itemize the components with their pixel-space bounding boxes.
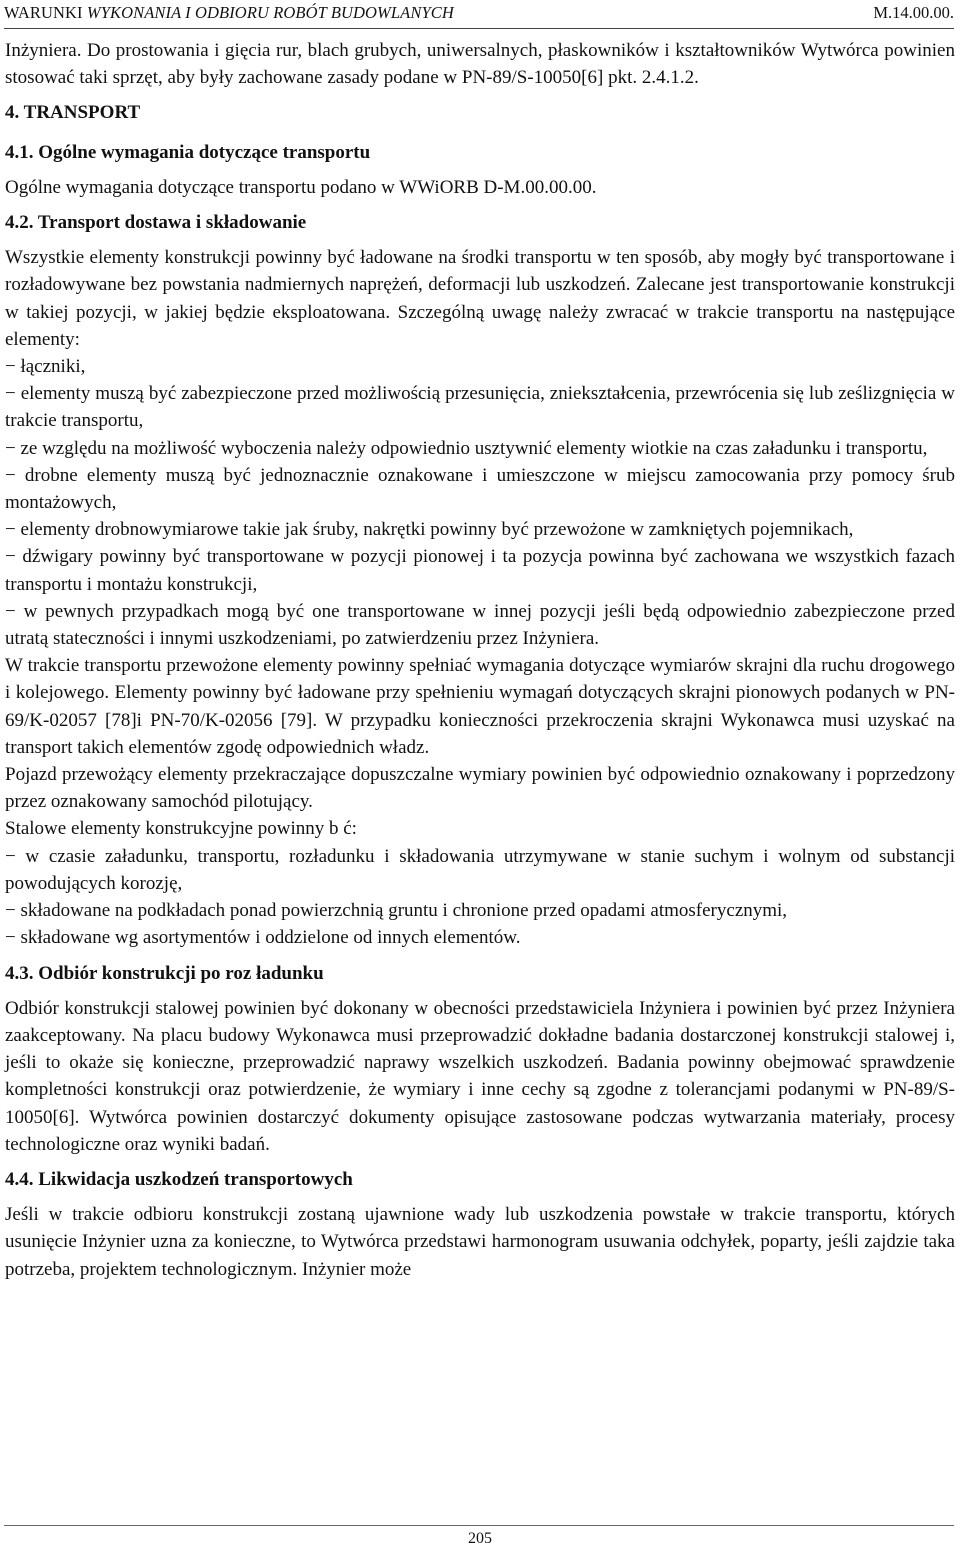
header-title xyxy=(4,0,454,26)
paragraph-4-2: Wszystkie elementy konstrukcji powinny być ładowane na środki transportu w ten sposób, aby mogły być transportowane i rozładowywane bez powstania nadmiernych naprężeń, deformacji lub uszkodzeń. Zalecane jest transportowanie konstrukcji w takiej pozycji, w jakiej będzie eksploatowana. Szczególną uwagę należy zwracać w trakcie transportu na następujące elementy: xyxy=(5,247,955,350)
paragraph-4-3: Odbiór konstrukcji stalowej powinien być dokonany w obecności przedstawiciela Inżyniera i powinien być przez Inżyniera zaakceptowany. Na placu budowy Wykonawca musi przeprowadzić dokładne badania dostarczonej konstrukcji stalowej i, jeśli to okaże się konieczne, przeprowadzić naprawy wszelkich uszkodzeń. Badania powinny obejmować sprawdzenie kompletności konstrukcji oraz potwierdzenie, że wymiary i inne cechy są zgodne z tolerancjami podanymi w PN-89/S-10050[6]. Wytwórca powinien dostarczyć dokumenty opisujące zastosowane podczas wytwarzania materiały, procesy technologiczne oraz wyniki badań. xyxy=(5,997,955,1155)
section-heading-4-3: 4.3. Odbiór konstrukcji po roz ładunku xyxy=(5,962,324,984)
section-heading-4-4: 4.4. Likwidacja uszkodzeń transportowych xyxy=(5,1168,353,1190)
list-item: − łączniki, xyxy=(5,356,86,378)
list-item: − drobne elementy muszą być jednoznacznie oznakowane i umieszczone w miejscu zamocowania przy pomocy śrub montażowych, xyxy=(5,464,955,514)
list-item: − w pewnych przypadkach mogą być one transportowane w innej pozycji jeśli będą odpowiednio zabezpieczone przed utratą stateczności i innymi uszkodzeniami, po zatwierdzeniu przez Inżyniera. xyxy=(5,600,955,650)
bullet-list-transport xyxy=(5,353,955,652)
running-header xyxy=(4,0,954,29)
list-item: − elementy drobnowymiarowe takie jak śruby, nakrętki powinny być przewożone w zamkniętych pojemnikach, xyxy=(5,519,854,541)
paragraph-4-1: Ogólne wymagania dotyczące transportu podano w WWiORB D-M.00.00.00. xyxy=(5,176,597,198)
list-item: − składowane wg asortymentów i oddzielone od innych elementów. xyxy=(5,927,521,949)
list-item: − składowane na podkładach ponad powierzchnią gruntu i chronione przed opadami atmosferycznymi, xyxy=(5,900,788,922)
page-number: 205 xyxy=(468,1530,492,1547)
section-heading-4-2: 4.2. Transport dostawa i składowanie xyxy=(5,212,307,234)
list-item: − ze względu na możliwość wyboczenia należy odpowiednio usztywnić elementy wiotkie na czas załadunku i transportu, xyxy=(5,437,928,459)
paragraph-vehicle: Pojazd przewożący elementy przekraczające dopuszczalne wymiary powinien być odpowiednio oznakowany i poprzedzony przez oznakowany samochód pilotujący. xyxy=(5,764,955,813)
list-item: − elementy muszą być zabezpieczone przed możliwością przesunięcia, zniekształcenia, przewrócenia się lub ześlizgnięcia w trakcie transportu, xyxy=(5,383,955,432)
section-heading-4: 4. TRANSPORT xyxy=(5,102,141,124)
paragraph-clearance: W trakcie transportu przewożone elementy powinny spełniać wymagania dotyczące wymiarów skrajni dla ruchu drogowego i kolejowego. Elementy powinny być ładowane przy spełnieniu wymagań dotyczących skrajni pionowych podanych w PN-69/K-02057 [78]i PN-70/K-02056 [79]. W przypadku konieczności przekroczenia skrajni Wykonawca musi uzyskać na transport takich elementów zgodę odpowiednich władz. xyxy=(5,655,955,758)
list-item: − dźwigary powinny być transportowane w pozycji pionowej i ta pozycja powinna być zachowana we wszystkich fazach transportu i montażu konstrukcji, xyxy=(5,546,955,595)
bullet-list-storage xyxy=(5,843,955,952)
header-title-plain: WARUNKI xyxy=(4,3,87,22)
list-item: − w czasie załadunku, transportu, rozładunku i składowania utrzymywane w stanie suchym i wolnym od substancji powodujących korozję, xyxy=(5,845,955,894)
section-heading-4-1: 4.1. Ogólne wymagania dotyczące transportu xyxy=(5,141,371,163)
paragraph-4-4: Jeśli w trakcie odbioru konstrukcji zostaną ujawnione wady lub uszkodzenia powstałe w trakcie transportu, których usunięcie Inżynier uzna za konieczne, to Wytwórca przedstawi harmonogram usuwania odchyłek, poparty, jeśli zajdzie taka potrzeba, projektem technologicznym. Inżynier może xyxy=(5,1204,955,1280)
paragraph-intro: Inżyniera. Do prostowania i gięcia rur, blach grubych, uniwersalnych, płaskowników i kształtowników Wytwórca powinien stosować taki sprzęt, aby były zachowane zasady podane w PN-89/S-10050[6] pkt. 2.4.1.2. xyxy=(5,40,955,89)
paragraph-steel-elements: Stalowe elementy konstrukcyjne powinny b ć: xyxy=(5,818,357,840)
document-body xyxy=(5,37,955,1283)
footer-divider xyxy=(4,1525,954,1526)
header-title-italic: WYKONANIA I ODBIORU ROBÓT BUDOWLANYCH xyxy=(86,3,454,22)
header-spec-code: M.14.00.00. xyxy=(873,3,954,22)
